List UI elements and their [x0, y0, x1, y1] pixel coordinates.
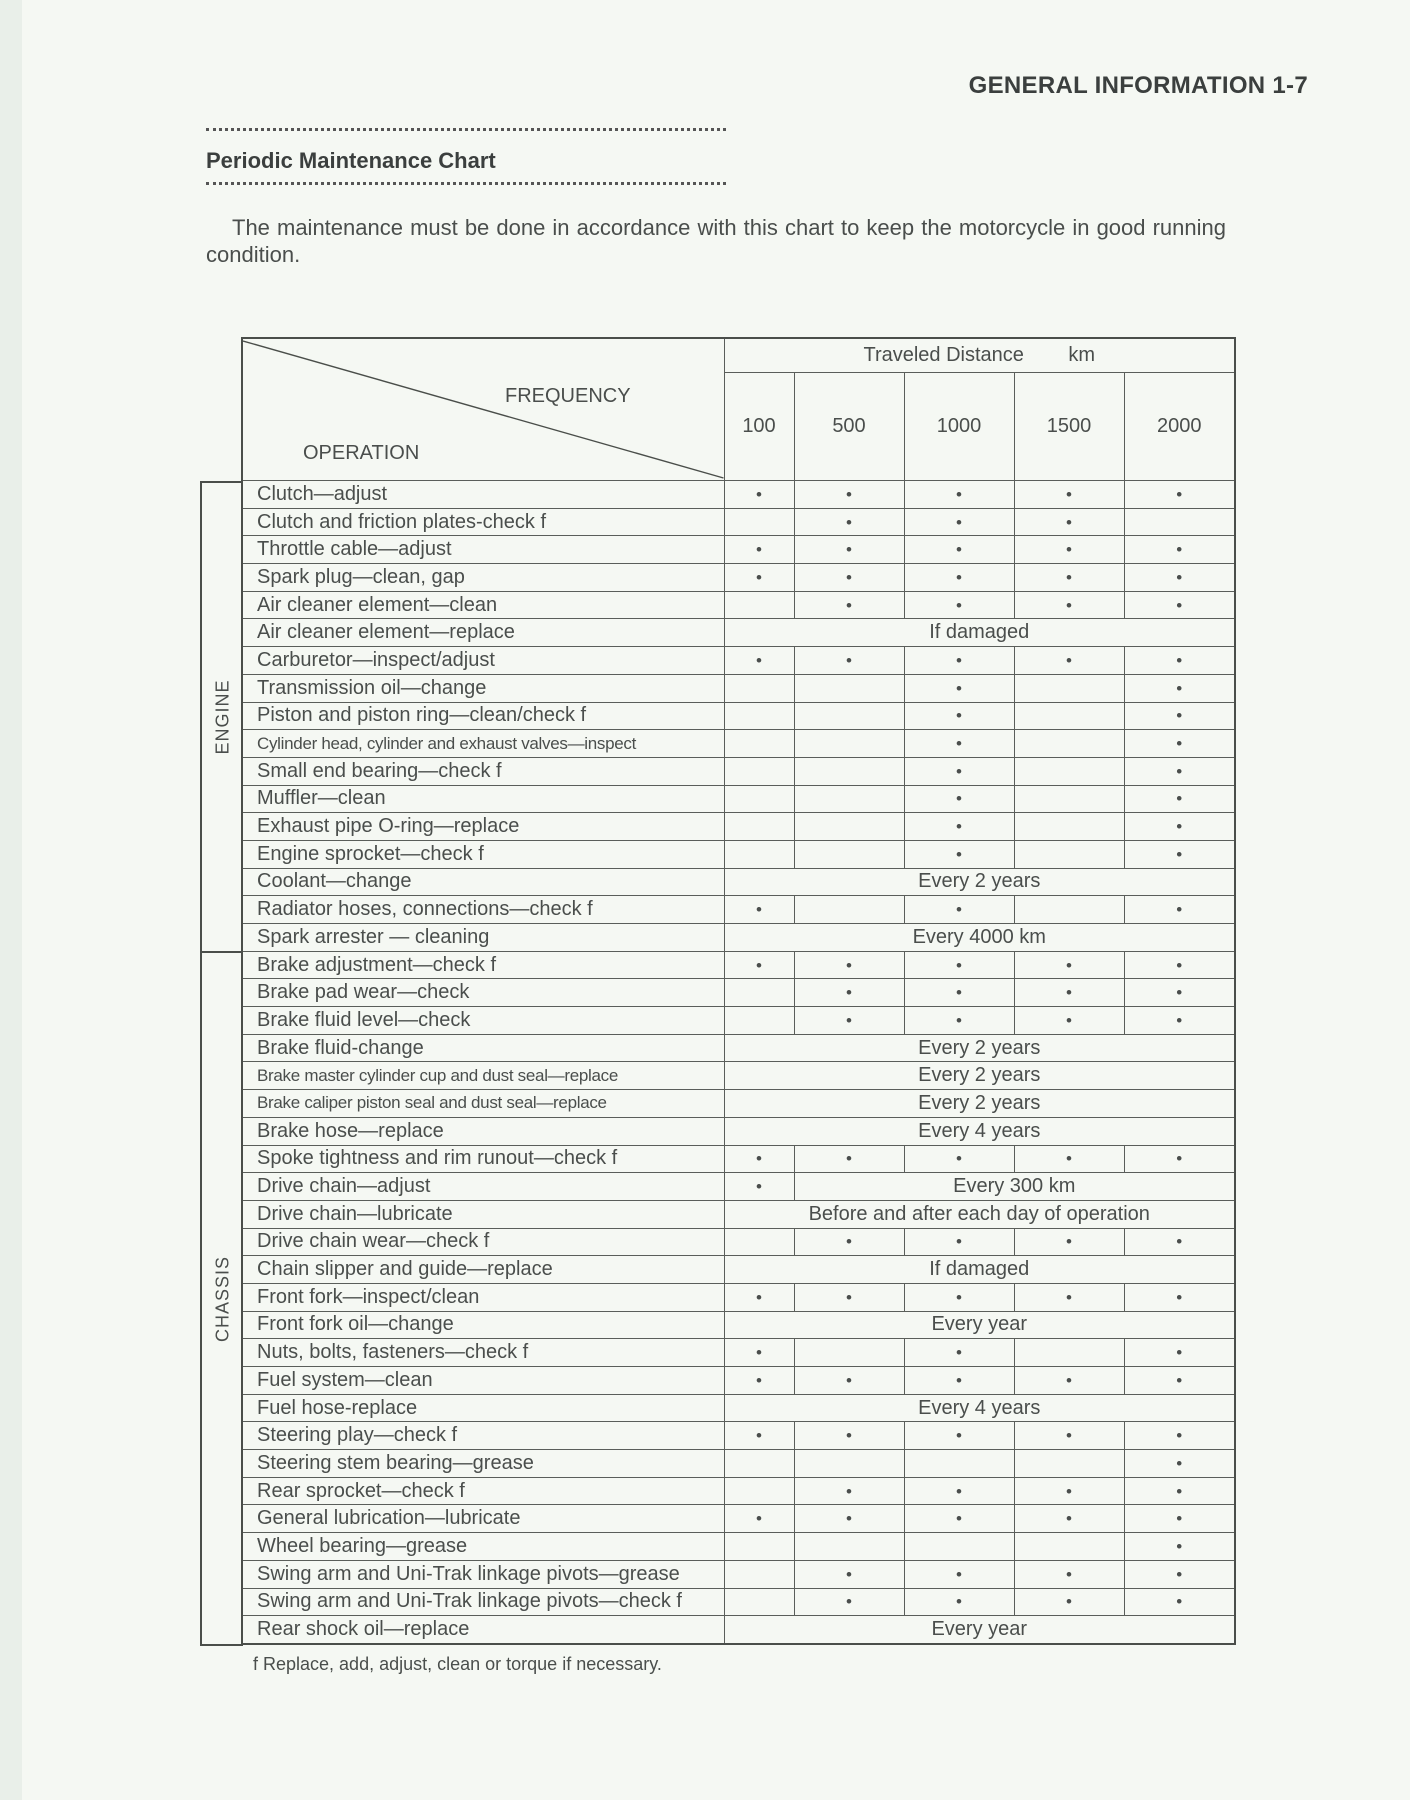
operation-cell: Swing arm and Uni-Trak linkage pivots—check f	[242, 1588, 724, 1616]
check-mark: •	[794, 1367, 904, 1395]
operation-cell: Rear sprocket—check f	[242, 1477, 724, 1505]
table-row	[242, 1145, 1235, 1173]
check-mark: •	[794, 1505, 904, 1533]
distance-header: 100	[724, 373, 794, 481]
interval-cell: Every 4 years	[724, 1394, 1235, 1422]
table-row	[242, 1616, 1235, 1644]
operation-cell: Steering play—check f	[242, 1422, 724, 1450]
distance-header: 2000	[1124, 373, 1235, 481]
check-mark: •	[794, 591, 904, 619]
table-row	[242, 1200, 1235, 1228]
check-mark: •	[904, 1339, 1014, 1367]
check-mark: •	[1124, 1505, 1235, 1533]
table-row	[242, 1367, 1235, 1395]
operation-cell: Rear shock oil—replace	[242, 1616, 724, 1644]
empty-cell	[794, 1450, 904, 1478]
check-mark: •	[1124, 647, 1235, 675]
operation-cell: Piston and piston ring—clean/check f	[242, 702, 724, 730]
check-mark: •	[904, 481, 1014, 509]
check-mark: •	[794, 1283, 904, 1311]
empty-cell	[904, 1450, 1014, 1478]
check-mark: •	[904, 674, 1014, 702]
operation-cell: Front fork oil—change	[242, 1311, 724, 1339]
check-mark: •	[1124, 730, 1235, 758]
check-mark: •	[1124, 1367, 1235, 1395]
interval-cell: Every 4 years	[724, 1117, 1235, 1145]
table-row	[242, 1090, 1235, 1118]
check-mark: •	[1124, 591, 1235, 619]
empty-cell	[1014, 896, 1124, 924]
check-mark: •	[1124, 1560, 1235, 1588]
check-mark: •	[724, 951, 794, 979]
check-mark: •	[724, 896, 794, 924]
check-mark: •	[1124, 1339, 1235, 1367]
check-mark: •	[904, 1588, 1014, 1616]
operation-cell: Air cleaner element—clean	[242, 591, 724, 619]
check-mark: •	[794, 647, 904, 675]
check-mark: •	[904, 536, 1014, 564]
table-row	[242, 1311, 1235, 1339]
table-row	[242, 1450, 1235, 1478]
table-row	[242, 508, 1235, 536]
operation-cell: Brake fluid level—check	[242, 1007, 724, 1035]
check-mark: •	[724, 1422, 794, 1450]
check-mark: •	[1014, 951, 1124, 979]
operation-cell: Muffler—clean	[242, 785, 724, 813]
table-row	[242, 674, 1235, 702]
engine-group-label: ENGINE	[200, 481, 243, 954]
check-mark: •	[904, 840, 1014, 868]
empty-cell	[724, 1560, 794, 1588]
check-mark: •	[904, 1560, 1014, 1588]
empty-cell	[724, 1533, 794, 1561]
check-mark: •	[794, 1560, 904, 1588]
table-row	[242, 1533, 1235, 1561]
check-mark: •	[904, 1422, 1014, 1450]
operation-cell: Brake master cylinder cup and dust seal—replace	[242, 1062, 724, 1090]
table-row	[242, 1173, 1235, 1201]
empty-cell	[724, 813, 794, 841]
table-row	[242, 591, 1235, 619]
operation-cell: Fuel system—clean	[242, 1367, 724, 1395]
check-mark: •	[1014, 1007, 1124, 1035]
operation-cell: Drive chain wear—check f	[242, 1228, 724, 1256]
check-mark: •	[1124, 1450, 1235, 1478]
chassis-group-label: CHASSIS	[200, 951, 243, 1646]
empty-cell	[1014, 730, 1124, 758]
empty-cell	[1014, 702, 1124, 730]
check-mark: •	[794, 1588, 904, 1616]
operation-cell: Brake hose—replace	[242, 1117, 724, 1145]
check-mark: •	[1014, 1228, 1124, 1256]
operation-cell: Brake pad wear—check	[242, 979, 724, 1007]
empty-cell	[1014, 1533, 1124, 1561]
table-row	[242, 1505, 1235, 1533]
distance-header: 1500	[1014, 373, 1124, 481]
check-mark: •	[904, 813, 1014, 841]
check-mark: •	[1014, 1283, 1124, 1311]
check-mark: •	[794, 1145, 904, 1173]
check-mark: •	[724, 1505, 794, 1533]
table-row	[242, 647, 1235, 675]
maintenance-table	[241, 337, 1236, 1645]
empty-cell	[794, 702, 904, 730]
check-mark: •	[1124, 1422, 1235, 1450]
check-mark: •	[1124, 896, 1235, 924]
check-mark: •	[904, 702, 1014, 730]
check-mark: •	[1124, 564, 1235, 592]
check-mark: •	[794, 1422, 904, 1450]
check-mark: •	[1124, 1145, 1235, 1173]
empty-cell	[794, 813, 904, 841]
table-row	[242, 951, 1235, 979]
traveled-distance-title: Traveled Distance km	[724, 338, 1235, 373]
operation-cell: Transmission oil—change	[242, 674, 724, 702]
empty-cell	[794, 785, 904, 813]
check-mark: •	[724, 1283, 794, 1311]
check-mark: •	[1124, 1477, 1235, 1505]
distance-header: 1000	[904, 373, 1014, 481]
empty-cell	[724, 508, 794, 536]
empty-cell	[794, 1533, 904, 1561]
operation-cell: Brake fluid-change	[242, 1034, 724, 1062]
check-mark: •	[1124, 951, 1235, 979]
empty-cell	[1014, 1339, 1124, 1367]
empty-cell	[724, 785, 794, 813]
table-row	[242, 1228, 1235, 1256]
empty-cell	[724, 1007, 794, 1035]
check-mark: •	[724, 1339, 794, 1367]
operation-cell: Coolant—change	[242, 868, 724, 896]
operation-cell: Swing arm and Uni-Trak linkage pivots—grease	[242, 1560, 724, 1588]
empty-cell	[724, 1477, 794, 1505]
check-mark: •	[1124, 785, 1235, 813]
check-mark: •	[904, 757, 1014, 785]
check-mark: •	[794, 979, 904, 1007]
section-title: Periodic Maintenance Chart	[206, 148, 496, 173]
operation-cell: Drive chain—adjust	[242, 1173, 724, 1201]
operation-cell: Drive chain—lubricate	[242, 1200, 724, 1228]
check-mark: •	[1014, 481, 1124, 509]
check-mark: •	[794, 564, 904, 592]
empty-cell	[794, 1339, 904, 1367]
check-mark: •	[1124, 1588, 1235, 1616]
check-mark: •	[1124, 757, 1235, 785]
table-row	[242, 896, 1235, 924]
operation-cell: Nuts, bolts, fasteners—check f	[242, 1339, 724, 1367]
empty-cell	[794, 730, 904, 758]
table-row	[242, 1394, 1235, 1422]
intro-paragraph: The maintenance must be done in accordance with this chart to keep the motorcycle in good running condition.	[206, 215, 1226, 267]
empty-cell	[724, 702, 794, 730]
check-mark: •	[904, 785, 1014, 813]
operation-cell: Spark plug—clean, gap	[242, 564, 724, 592]
interval-cell: Every 4000 km	[724, 924, 1235, 952]
check-mark: •	[1124, 702, 1235, 730]
check-mark: •	[904, 1477, 1014, 1505]
empty-cell	[794, 674, 904, 702]
check-mark: •	[724, 1173, 794, 1201]
operation-cell: General lubrication—lubricate	[242, 1505, 724, 1533]
empty-cell	[794, 757, 904, 785]
check-mark: •	[1014, 1560, 1124, 1588]
empty-cell	[1014, 674, 1124, 702]
table-row	[242, 564, 1235, 592]
check-mark: •	[1124, 840, 1235, 868]
empty-cell	[1014, 840, 1124, 868]
operation-cell: Spark arrester — cleaning	[242, 924, 724, 952]
table-row	[242, 785, 1235, 813]
table-row	[242, 536, 1235, 564]
interval-cell: If damaged	[724, 619, 1235, 647]
check-mark: •	[1014, 564, 1124, 592]
distance-header: 500	[794, 373, 904, 481]
table-row	[242, 1117, 1235, 1145]
check-mark: •	[904, 1145, 1014, 1173]
check-mark: •	[1124, 1533, 1235, 1561]
table-row	[242, 1256, 1235, 1284]
interval-cell: Every 300 km	[794, 1173, 1235, 1201]
check-mark: •	[904, 508, 1014, 536]
check-mark: •	[794, 536, 904, 564]
check-mark: •	[1124, 536, 1235, 564]
operation-cell: Exhaust pipe O-ring—replace	[242, 813, 724, 841]
table-row	[242, 1007, 1235, 1035]
operation-cell: Radiator hoses, connections—check f	[242, 896, 724, 924]
check-mark: •	[724, 1145, 794, 1173]
frequency-label: FREQUENCY	[505, 385, 631, 407]
check-mark: •	[1014, 979, 1124, 1007]
empty-cell	[724, 979, 794, 1007]
check-mark: •	[724, 564, 794, 592]
operation-cell: Air cleaner element—replace	[242, 619, 724, 647]
table-row	[242, 979, 1235, 1007]
check-mark: •	[794, 481, 904, 509]
check-mark: •	[904, 730, 1014, 758]
check-mark: •	[1124, 674, 1235, 702]
table-row	[242, 1339, 1235, 1367]
operation-cell: Small end bearing—check f	[242, 757, 724, 785]
interval-cell: If damaged	[724, 1256, 1235, 1284]
interval-cell: Every 2 years	[724, 868, 1235, 896]
empty-cell	[724, 1228, 794, 1256]
footnote: f Replace, add, adjust, clean or torque if necessary.	[253, 1654, 662, 1674]
check-mark: •	[1014, 1145, 1124, 1173]
page-header: GENERAL INFORMATION 1-7	[968, 72, 1308, 99]
operation-cell: Cylinder head, cylinder and exhaust valves—inspect	[242, 730, 724, 758]
check-mark: •	[1124, 1228, 1235, 1256]
check-mark: •	[904, 951, 1014, 979]
empty-cell	[1124, 508, 1235, 536]
check-mark: •	[1124, 481, 1235, 509]
interval-cell: Every 2 years	[724, 1090, 1235, 1118]
operation-cell: Front fork—inspect/clean	[242, 1283, 724, 1311]
interval-cell: Every year	[724, 1311, 1235, 1339]
table-row	[242, 868, 1235, 896]
operation-cell: Wheel bearing—grease	[242, 1533, 724, 1561]
check-mark: •	[1014, 1477, 1124, 1505]
interval-cell: Every 2 years	[724, 1034, 1235, 1062]
check-mark: •	[794, 1477, 904, 1505]
dotted-rule-top	[206, 128, 726, 131]
check-mark: •	[904, 1283, 1014, 1311]
operation-cell: Fuel hose-replace	[242, 1394, 724, 1422]
operation-cell: Spoke tightness and rim runout—check f	[242, 1145, 724, 1173]
check-mark: •	[1014, 508, 1124, 536]
check-mark: •	[904, 564, 1014, 592]
check-mark: •	[1124, 1007, 1235, 1035]
check-mark: •	[1014, 536, 1124, 564]
check-mark: •	[904, 1228, 1014, 1256]
empty-cell	[904, 1533, 1014, 1561]
check-mark: •	[1124, 1283, 1235, 1311]
operation-cell: Brake caliper piston seal and dust seal—replace	[242, 1090, 724, 1118]
empty-cell	[1014, 1450, 1124, 1478]
check-mark: •	[1014, 1367, 1124, 1395]
table-row	[242, 730, 1235, 758]
table-row	[242, 1034, 1235, 1062]
check-mark: •	[794, 1228, 904, 1256]
check-mark: •	[904, 647, 1014, 675]
operation-cell: Throttle cable—adjust	[242, 536, 724, 564]
check-mark: •	[904, 1505, 1014, 1533]
table-row	[242, 619, 1235, 647]
check-mark: •	[904, 979, 1014, 1007]
table-row	[242, 813, 1235, 841]
empty-cell	[1014, 785, 1124, 813]
operation-label: OPERATION	[303, 442, 420, 464]
check-mark: •	[724, 481, 794, 509]
empty-cell	[1014, 757, 1124, 785]
operation-cell: Chain slipper and guide—replace	[242, 1256, 724, 1284]
table-row	[242, 481, 1235, 509]
empty-cell	[1014, 813, 1124, 841]
operation-cell: Clutch—adjust	[242, 481, 724, 509]
check-mark: •	[794, 951, 904, 979]
check-mark: •	[1124, 813, 1235, 841]
check-mark: •	[904, 1367, 1014, 1395]
check-mark: •	[1014, 1422, 1124, 1450]
table-row	[242, 1283, 1235, 1311]
table-row	[242, 1062, 1235, 1090]
check-mark: •	[724, 536, 794, 564]
empty-cell	[724, 1450, 794, 1478]
table-row	[242, 702, 1235, 730]
empty-cell	[724, 840, 794, 868]
table-row	[242, 840, 1235, 868]
operation-cell: Carburetor—inspect/adjust	[242, 647, 724, 675]
empty-cell	[724, 591, 794, 619]
operation-cell: Brake adjustment—check f	[242, 951, 724, 979]
empty-cell	[724, 1588, 794, 1616]
interval-cell: Before and after each day of operation	[724, 1200, 1235, 1228]
interval-cell: Every year	[724, 1616, 1235, 1644]
interval-cell: Every 2 years	[724, 1062, 1235, 1090]
check-mark: •	[1014, 591, 1124, 619]
dotted-rule-bottom	[206, 182, 726, 185]
operation-cell: Clutch and friction plates-check f	[242, 508, 724, 536]
operation-cell: Steering stem bearing—grease	[242, 1450, 724, 1478]
check-mark: •	[904, 591, 1014, 619]
check-mark: •	[724, 1367, 794, 1395]
check-mark: •	[1014, 647, 1124, 675]
check-mark: •	[1124, 979, 1235, 1007]
check-mark: •	[1014, 1588, 1124, 1616]
check-mark: •	[794, 508, 904, 536]
empty-cell	[794, 896, 904, 924]
table-row	[242, 1588, 1235, 1616]
empty-cell	[794, 840, 904, 868]
table-row	[242, 757, 1235, 785]
table-row	[242, 1560, 1235, 1588]
check-mark: •	[794, 1007, 904, 1035]
check-mark: •	[1014, 1505, 1124, 1533]
operation-cell: Engine sprocket—check f	[242, 840, 724, 868]
check-mark: •	[904, 1007, 1014, 1035]
table-row	[242, 1422, 1235, 1450]
table-row	[242, 1477, 1235, 1505]
table-corner-cell	[242, 338, 724, 481]
empty-cell	[724, 757, 794, 785]
table-row	[242, 924, 1235, 952]
check-mark: •	[904, 896, 1014, 924]
check-mark: •	[724, 647, 794, 675]
empty-cell	[724, 674, 794, 702]
empty-cell	[724, 730, 794, 758]
